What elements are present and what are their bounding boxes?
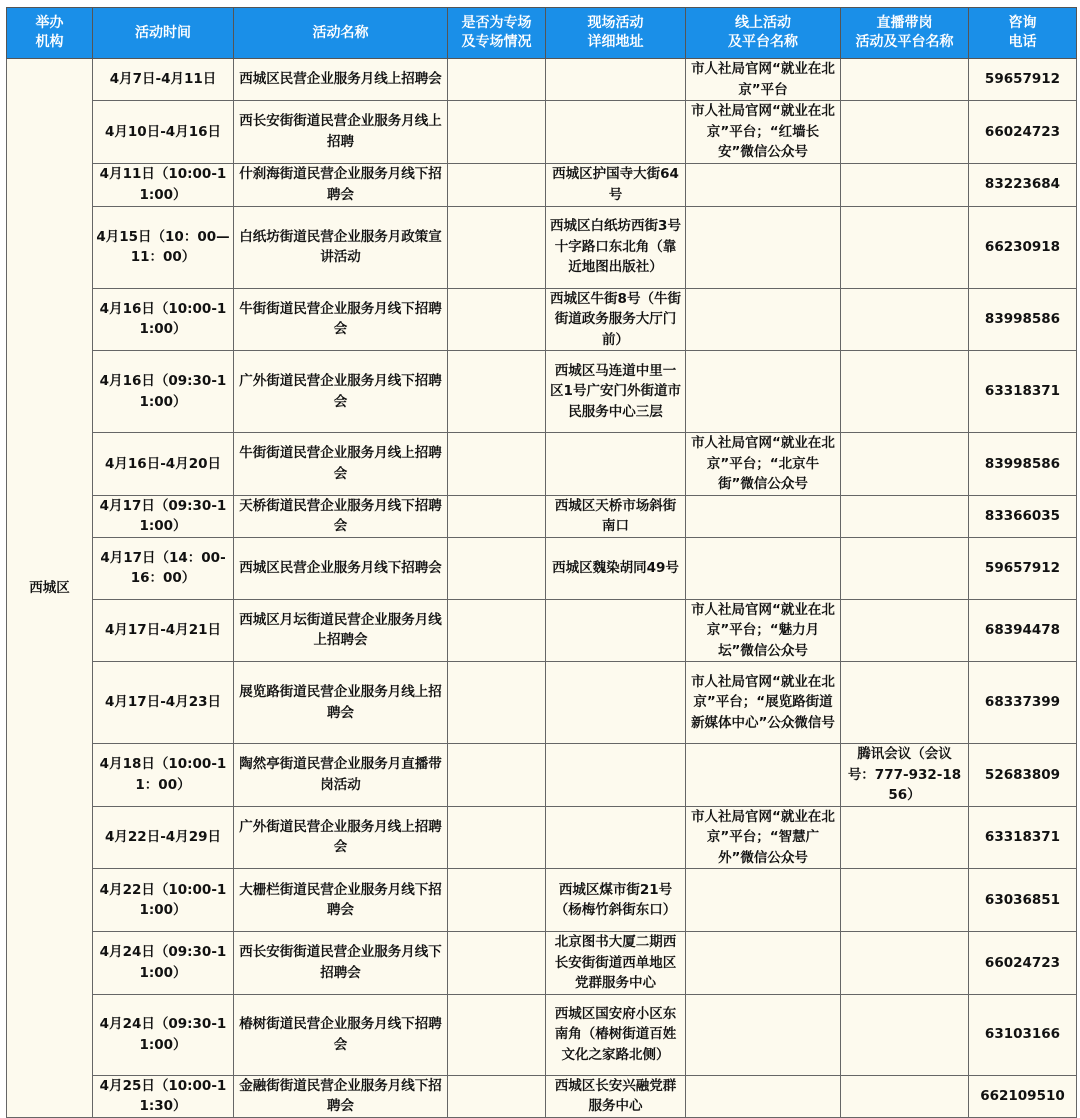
- phone-cell: 52683809: [969, 744, 1077, 807]
- address-cell: [546, 101, 686, 164]
- address-cell: 西城区魏染胡同49号: [546, 537, 686, 599]
- header-phone: 咨询 电话: [969, 8, 1077, 59]
- address-cell: 西城区长安兴融党群服务中心: [546, 1075, 686, 1117]
- time-cell: 4月22日（10:00-11:00）: [93, 869, 234, 932]
- table-row: [7, 495, 1077, 537]
- address-cell: 西城区煤市街21号（杨梅竹斜街东口）: [546, 869, 686, 932]
- time-cell: 4月15日（10：00—11：00）: [93, 206, 234, 288]
- live-cell: [841, 806, 969, 869]
- phone-cell: 662109510: [969, 1075, 1077, 1117]
- address-cell: 西城区国安府小区东南角（椿树街道百姓文化之家路北侧）: [546, 994, 686, 1075]
- live-cell: [841, 433, 969, 496]
- phone-cell: 66024723: [969, 932, 1077, 995]
- table-row: [7, 932, 1077, 995]
- organizer-cell: 西城区: [7, 59, 93, 1118]
- live-cell: [841, 994, 969, 1075]
- live-cell: [841, 869, 969, 932]
- address-cell: [546, 744, 686, 807]
- address-cell: [546, 806, 686, 869]
- online-cell: 市人社局官网“就业在北京”平台；“展览路街道新媒体中心”公众微信号: [686, 662, 841, 744]
- phone-cell: 63103166: [969, 994, 1077, 1075]
- name-cell: 陶然亭街道民营企业服务月直播带岗活动: [234, 744, 448, 807]
- online-cell: 市人社局官网“就业在北京”平台；“智慧广外”微信公众号: [686, 806, 841, 869]
- header-name: 活动名称: [234, 8, 448, 59]
- special-cell: [448, 1075, 546, 1117]
- live-cell: [841, 163, 969, 206]
- header-time: 活动时间: [93, 8, 234, 59]
- phone-cell: 83366035: [969, 495, 1077, 537]
- special-cell: [448, 59, 546, 101]
- live-cell: [841, 101, 969, 164]
- online-cell: [686, 495, 841, 537]
- live-cell: [841, 932, 969, 995]
- name-cell: 白纸坊街道民营企业服务月政策宣讲活动: [234, 206, 448, 288]
- time-cell: 4月22日-4月29日: [93, 806, 234, 869]
- name-cell: 天桥街道民营企业服务月线下招聘会: [234, 495, 448, 537]
- online-cell: [686, 744, 841, 807]
- name-cell: 椿树街道民营企业服务月线下招聘会: [234, 994, 448, 1075]
- time-cell: 4月24日（09:30-11:00）: [93, 932, 234, 995]
- name-cell: 牛街街道民营企业服务月线下招聘会: [234, 288, 448, 351]
- time-cell: 4月7日-4月11日: [93, 59, 234, 101]
- live-cell: [841, 537, 969, 599]
- address-cell: 北京图书大厦二期西长安街街道西单地区党群服务中心: [546, 932, 686, 995]
- phone-cell: 63036851: [969, 869, 1077, 932]
- time-cell: 4月16日-4月20日: [93, 433, 234, 496]
- time-cell: 4月16日（09:30-11:00）: [93, 351, 234, 433]
- phone-cell: 68337399: [969, 662, 1077, 744]
- table-row: [7, 59, 1077, 101]
- live-cell: [841, 1075, 969, 1117]
- special-cell: [448, 806, 546, 869]
- address-cell: 西城区牛街8号（牛街街道政务服务大厅门前）: [546, 288, 686, 351]
- time-cell: 4月17日-4月23日: [93, 662, 234, 744]
- address-cell: 西城区护国寺大街64号: [546, 163, 686, 206]
- address-cell: 西城区白纸坊西街3号十字路口东北角（靠近地图出版社）: [546, 206, 686, 288]
- phone-cell: 63318371: [969, 806, 1077, 869]
- online-cell: [686, 351, 841, 433]
- live-cell: [841, 351, 969, 433]
- table-row: [7, 163, 1077, 206]
- phone-cell: 66230918: [969, 206, 1077, 288]
- address-cell: [546, 433, 686, 496]
- special-cell: [448, 351, 546, 433]
- address-cell: [546, 599, 686, 662]
- online-cell: 市人社局官网“就业在北京”平台；“魅力月坛”微信公众号: [686, 599, 841, 662]
- address-cell: 西城区天桥市场斜街南口: [546, 495, 686, 537]
- special-cell: [448, 101, 546, 164]
- online-cell: 市人社局官网“就业在北京”平台；“北京牛街”微信公众号: [686, 433, 841, 496]
- table-row: [7, 869, 1077, 932]
- table-row: [7, 537, 1077, 599]
- phone-cell: 63318371: [969, 351, 1077, 433]
- time-cell: 4月11日（10:00-11:00）: [93, 163, 234, 206]
- table-body: [7, 59, 1077, 1118]
- special-cell: [448, 599, 546, 662]
- name-cell: 西城区民营企业服务月线下招聘会: [234, 537, 448, 599]
- time-cell: 4月10日-4月16日: [93, 101, 234, 164]
- table-row: [7, 994, 1077, 1075]
- table-row: [7, 433, 1077, 496]
- live-cell: [841, 288, 969, 351]
- special-cell: [448, 163, 546, 206]
- time-cell: 4月18日（10:00-11：00）: [93, 744, 234, 807]
- table-row: [7, 351, 1077, 433]
- time-cell: 4月17日（14：00-16：00）: [93, 537, 234, 599]
- name-cell: 牛街街道民营企业服务月线上招聘会: [234, 433, 448, 496]
- time-cell: 4月25日（10:00-11:30）: [93, 1075, 234, 1117]
- online-cell: [686, 163, 841, 206]
- live-cell: [841, 662, 969, 744]
- header-live: 直播带岗 活动及平台名称: [841, 8, 969, 59]
- name-cell: 西城区月坛街道民营企业服务月线上招聘会: [234, 599, 448, 662]
- header-online: 线上活动 及平台名称: [686, 8, 841, 59]
- header-address: 现场活动 详细地址: [546, 8, 686, 59]
- special-cell: [448, 869, 546, 932]
- online-cell: 市人社局官网“就业在北京”平台: [686, 59, 841, 101]
- name-cell: 西长安街街道民营企业服务月线上招聘: [234, 101, 448, 164]
- special-cell: [448, 662, 546, 744]
- live-cell: [841, 495, 969, 537]
- table-row: [7, 288, 1077, 351]
- special-cell: [448, 744, 546, 807]
- phone-cell: 59657912: [969, 537, 1077, 599]
- online-cell: [686, 206, 841, 288]
- online-cell: [686, 288, 841, 351]
- table-row: [7, 599, 1077, 662]
- special-cell: [448, 288, 546, 351]
- phone-cell: 68394478: [969, 599, 1077, 662]
- live-cell: 腾讯会议（会议号：777-932-1856）: [841, 744, 969, 807]
- online-cell: [686, 994, 841, 1075]
- header-organizer: 举办 机构: [7, 8, 93, 59]
- phone-cell: 83998586: [969, 288, 1077, 351]
- special-cell: [448, 206, 546, 288]
- name-cell: 展览路街道民营企业服务月线上招聘会: [234, 662, 448, 744]
- name-cell: 西长安街街道民营企业服务月线下招聘会: [234, 932, 448, 995]
- table-row: [7, 101, 1077, 164]
- table-row: [7, 1075, 1077, 1117]
- name-cell: 大栅栏街道民营企业服务月线下招聘会: [234, 869, 448, 932]
- address-cell: [546, 59, 686, 101]
- special-cell: [448, 994, 546, 1075]
- online-cell: [686, 932, 841, 995]
- online-cell: [686, 869, 841, 932]
- phone-cell: 66024723: [969, 101, 1077, 164]
- name-cell: 广外街道民营企业服务月线下招聘会: [234, 351, 448, 433]
- table-row: [7, 662, 1077, 744]
- name-cell: 什刹海街道民营企业服务月线下招聘会: [234, 163, 448, 206]
- phone-cell: 83223684: [969, 163, 1077, 206]
- live-cell: [841, 599, 969, 662]
- online-cell: 市人社局官网“就业在北京”平台；“红墙长安”微信公众号: [686, 101, 841, 164]
- table-row: [7, 806, 1077, 869]
- time-cell: 4月16日（10:00-11:00）: [93, 288, 234, 351]
- name-cell: 广外街道民营企业服务月线上招聘会: [234, 806, 448, 869]
- special-cell: [448, 433, 546, 496]
- table-row: [7, 206, 1077, 288]
- special-cell: [448, 537, 546, 599]
- address-cell: 西城区马连道中里一区1号广安门外街道市民服务中心三层: [546, 351, 686, 433]
- online-cell: [686, 1075, 841, 1117]
- name-cell: 金融街街道民营企业服务月线下招聘会: [234, 1075, 448, 1117]
- time-cell: 4月17日（09:30-11:00）: [93, 495, 234, 537]
- special-cell: [448, 495, 546, 537]
- table-row: [7, 744, 1077, 807]
- special-cell: [448, 932, 546, 995]
- header-row: [7, 8, 1077, 59]
- phone-cell: 59657912: [969, 59, 1077, 101]
- online-cell: [686, 537, 841, 599]
- name-cell: 西城区民营企业服务月线上招聘会: [234, 59, 448, 101]
- live-cell: [841, 206, 969, 288]
- activity-table: [6, 7, 1077, 1118]
- header-special: 是否为专场 及专场情况: [448, 8, 546, 59]
- phone-cell: 83998586: [969, 433, 1077, 496]
- time-cell: 4月17日-4月21日: [93, 599, 234, 662]
- address-cell: [546, 662, 686, 744]
- time-cell: 4月24日（09:30-11:00）: [93, 994, 234, 1075]
- live-cell: [841, 59, 969, 101]
